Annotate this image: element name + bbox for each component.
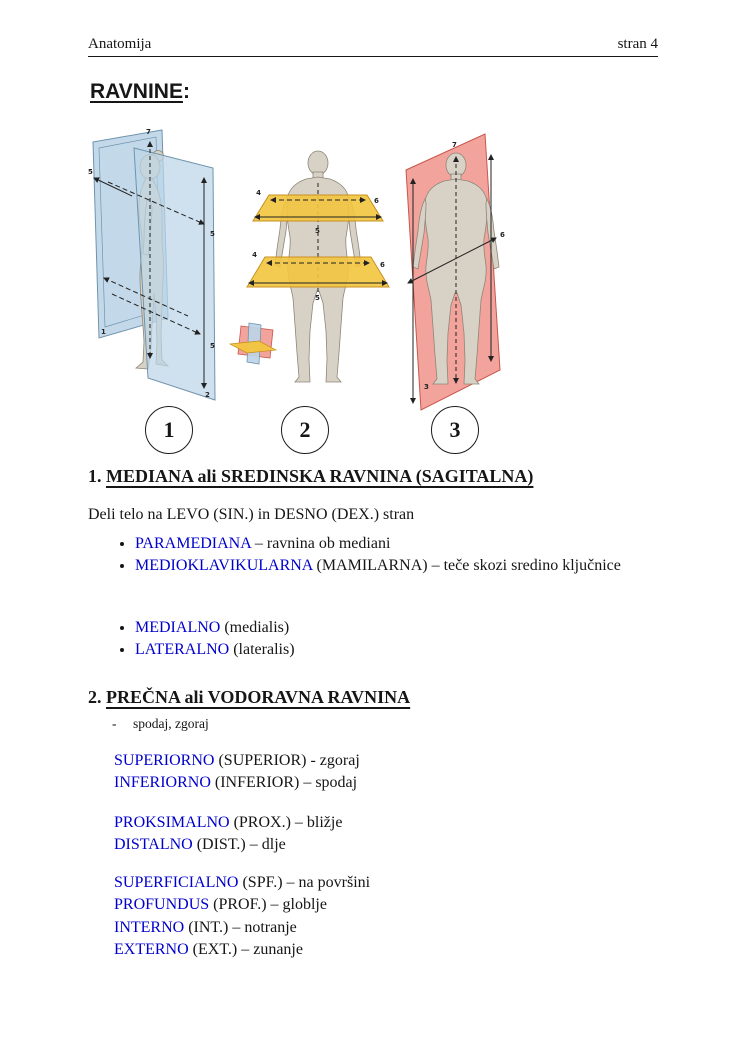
term-description: (EXT.) – zunanje	[188, 941, 303, 959]
term-description: (DIST.) – dlje	[192, 836, 286, 854]
anatomy-term: PROKSIMALNO	[114, 814, 230, 831]
anatomy-term: MEDIOKLAVIKULARNA	[135, 557, 313, 574]
anatomy-term: PARAMEDIANA	[135, 535, 251, 552]
term-description: (lateralis)	[229, 641, 295, 658]
anatomy-term: EXTERNO	[114, 941, 189, 959]
fig1-label-top: 7	[146, 128, 151, 136]
term-line	[114, 834, 342, 856]
anatomy-term: MEDIALNO	[135, 619, 221, 636]
anatomy-term: SUPERIORNO	[114, 752, 215, 769]
section2-subnote: - spodaj, zgoraj	[112, 716, 209, 731]
anatomy-term: INFERIORNO	[114, 774, 211, 792]
list-item	[135, 555, 657, 577]
section2-heading: 2. PREČNA ali VODORAVNA RAVNINA	[88, 687, 411, 707]
term-group-proximal-distal	[114, 812, 342, 857]
term-description: (PROF.) – globlje	[209, 896, 327, 914]
term-line	[114, 750, 360, 772]
anatomy-term: DISTALNO	[114, 836, 193, 854]
section1-intro: Deli telo na LEVO (SIN.) in DESNO (DEX.) stran	[88, 506, 415, 523]
figure-sagittal-planes	[88, 120, 218, 405]
term-description: (medialis)	[220, 619, 290, 636]
list-item	[135, 639, 657, 661]
anatomy-term: INTERNO	[114, 918, 185, 936]
header-course-name: Anatomija	[88, 36, 152, 52]
fig3-label-diagonal: 6	[500, 231, 505, 239]
term-description: (SUPERIOR) - zgoraj	[214, 752, 360, 769]
figure-number-2: 2	[281, 406, 329, 454]
fig1-label-upper-left: 5	[88, 168, 93, 176]
section1-bullet-list-2	[112, 617, 657, 661]
fig2-label-lower-mid: 5	[315, 294, 320, 302]
term-group-superficial-profound	[114, 872, 370, 962]
term-line	[114, 872, 370, 894]
fig2-label-lower-right: 6	[380, 261, 385, 269]
term-line	[114, 772, 360, 794]
term-group-superior-inferior	[114, 750, 360, 795]
term-line	[114, 812, 342, 834]
anatomy-term: LATERALNO	[135, 641, 230, 658]
fig2-label-lower-left: 4	[252, 251, 257, 259]
term-description: (MAMILARNA) – teče skozi sredino ključnice	[312, 557, 621, 574]
section1-heading: 1. MEDIANA ali SREDINSKA RAVNINA (SAGITALNA)	[88, 466, 534, 486]
dash-marker: -	[112, 716, 117, 731]
figure-frontal-plane	[403, 131, 521, 413]
term-line	[114, 917, 370, 939]
section1-bullet-list	[112, 533, 657, 577]
page-title: RAVNINE:	[90, 80, 190, 103]
transverse-plane-lower	[247, 257, 389, 287]
fig2-label-upper-right: 6	[374, 197, 379, 205]
fig3-label-plane: 3	[424, 383, 429, 391]
fig1-label-plane1: 1	[101, 328, 106, 336]
fig2-label-upper-left: 4	[256, 189, 261, 197]
fig1-label-mid-right: 5	[210, 230, 215, 238]
list-item	[135, 617, 657, 639]
term-description: (PROX.) – bližje	[229, 814, 343, 831]
fig1-label-plane2: 2	[205, 391, 210, 399]
figure-axes-icon	[229, 322, 277, 370]
anatomy-term: PROFUNDUS	[114, 896, 210, 914]
anatomy-term: SUPERFICIALNO	[114, 874, 239, 891]
header-page-number: stran 4	[617, 36, 658, 52]
transverse-plane-upper	[253, 195, 383, 221]
figure-number-3: 3	[431, 406, 479, 454]
fig2-label-upper-mid: 5	[315, 227, 320, 235]
figure-number-1: 1	[145, 406, 193, 454]
fig3-label-top: 7	[452, 141, 457, 149]
page-header	[88, 36, 658, 57]
fig1-label-lower-right: 5	[210, 342, 215, 350]
term-line	[114, 894, 370, 916]
term-line	[114, 939, 370, 961]
term-description: (INFERIOR) – spodaj	[210, 774, 358, 792]
term-description: (SPF.) – na površini	[238, 874, 371, 891]
term-description: (INT.) – notranje	[184, 918, 297, 936]
term-description: – ravnina ob mediani	[250, 535, 391, 552]
list-item	[135, 533, 657, 555]
